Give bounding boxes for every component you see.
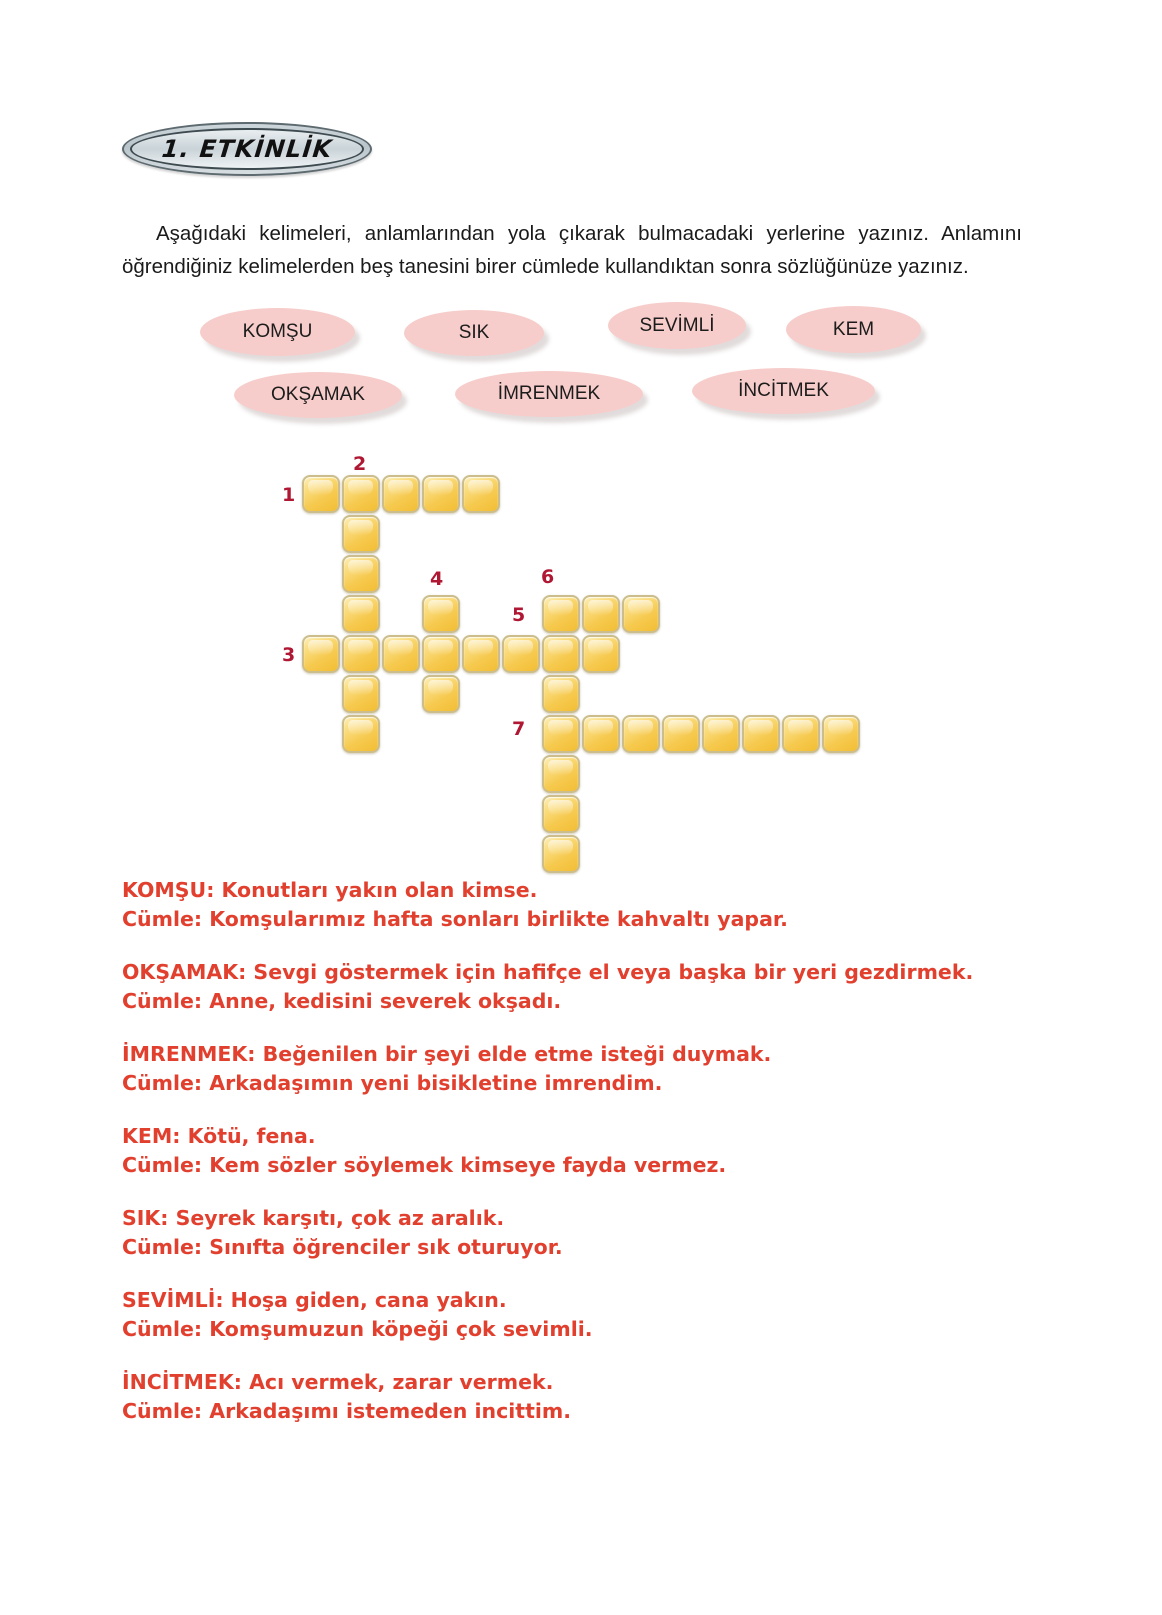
word-bubble-label: SIK bbox=[458, 322, 490, 343]
definition-list bbox=[122, 876, 1082, 1450]
crossword-cell[interactable] bbox=[542, 635, 580, 673]
crossword-clue-number: 5 bbox=[512, 604, 526, 626]
crossword-cell[interactable] bbox=[702, 715, 740, 753]
definition-block bbox=[122, 1204, 1082, 1262]
word-bubble[interactable] bbox=[692, 368, 875, 414]
definition-sentence-line: Cümle: Komşumuzun köpeği çok sevimli. bbox=[122, 1317, 593, 1341]
definition-word-line: İMRENMEK: Beğenilen bir şeyi elde etme isteği duymak. bbox=[122, 1042, 772, 1066]
crossword-cell[interactable] bbox=[542, 795, 580, 833]
crossword-cell[interactable] bbox=[622, 715, 660, 753]
word-bubble-label: OKŞAMAK bbox=[271, 384, 365, 405]
word-bubble-label: İMRENMEK bbox=[497, 383, 601, 404]
crossword-clue-number: 3 bbox=[282, 644, 296, 666]
word-bubble-label: KEM bbox=[832, 318, 875, 340]
crossword-cell[interactable] bbox=[302, 635, 340, 673]
crossword-cell[interactable] bbox=[342, 515, 380, 553]
definition-word-line: SEVİMLİ: Hoşa giden, cana yakın. bbox=[122, 1288, 507, 1312]
definition-word-line: İNCİTMEK: Acı vermek, zarar vermek. bbox=[122, 1370, 554, 1394]
activity-badge bbox=[122, 122, 372, 176]
definition-block bbox=[122, 1040, 1082, 1098]
definition-sentence-line: Cümle: Arkadaşımın yeni bisikletine imrendim. bbox=[122, 1071, 663, 1095]
crossword-cell[interactable] bbox=[542, 755, 580, 793]
instruction-text: Aşağıdaki kelimeleri, anlamlarından yola çıkarak bulmacadaki yerlerine yazınız. Anlamını öğrendiğiniz kelimelerden beş tanesini birer cümlede kullandıktan sonra sözlüğünüze yazınız. bbox=[122, 221, 1022, 278]
crossword-cell[interactable] bbox=[342, 675, 380, 713]
crossword-cell[interactable] bbox=[622, 595, 660, 633]
crossword-cell[interactable] bbox=[782, 715, 820, 753]
definition-sentence-line: Cümle: Komşularımız hafta sonları birlikte kahvaltı yapar. bbox=[122, 907, 788, 931]
definition-block bbox=[122, 958, 1082, 1016]
definition-block bbox=[122, 876, 1082, 934]
word-bubble[interactable] bbox=[234, 372, 402, 418]
crossword-cell[interactable] bbox=[342, 635, 380, 673]
crossword-cell[interactable] bbox=[742, 715, 780, 753]
word-bubble[interactable] bbox=[200, 308, 355, 356]
crossword-cell[interactable] bbox=[342, 595, 380, 633]
crossword-cell[interactable] bbox=[382, 635, 420, 673]
instruction-paragraph bbox=[122, 217, 1022, 283]
crossword-cell[interactable] bbox=[582, 595, 620, 633]
definition-word-line: SIK: Seyrek karşıtı, çok az aralık. bbox=[122, 1206, 505, 1230]
crossword-cell[interactable] bbox=[422, 675, 460, 713]
crossword-cell[interactable] bbox=[542, 595, 580, 633]
crossword-cell[interactable] bbox=[342, 715, 380, 753]
word-bubble-label: SEVİMLİ bbox=[639, 314, 715, 336]
crossword-clue-number: 2 bbox=[353, 453, 367, 475]
crossword-cell[interactable] bbox=[422, 475, 460, 513]
word-bubble[interactable] bbox=[404, 310, 544, 356]
crossword-clue-number: 7 bbox=[512, 718, 526, 740]
badge-inner-ring bbox=[130, 128, 364, 170]
definition-sentence-line: Cümle: Anne, kedisini severek okşadı. bbox=[122, 989, 562, 1013]
crossword-cell[interactable] bbox=[542, 715, 580, 753]
definition-block bbox=[122, 1286, 1082, 1344]
activity-badge-label: 1. ETKİNLİK bbox=[160, 135, 334, 163]
crossword-cell[interactable] bbox=[502, 635, 540, 673]
definition-block bbox=[122, 1122, 1082, 1180]
word-bubble[interactable] bbox=[455, 371, 643, 417]
crossword-cell[interactable] bbox=[822, 715, 860, 753]
word-bubble[interactable] bbox=[608, 302, 746, 349]
definition-sentence-line: Cümle: Kem sözler söylemek kimseye fayda vermez. bbox=[122, 1153, 727, 1177]
word-bubble-label: KOMŞU bbox=[242, 321, 313, 342]
definition-block bbox=[122, 1368, 1082, 1426]
crossword-cell[interactable] bbox=[542, 835, 580, 873]
crossword-cell[interactable] bbox=[662, 715, 700, 753]
crossword-cell[interactable] bbox=[302, 475, 340, 513]
crossword-cell[interactable] bbox=[342, 555, 380, 593]
definition-word-line: KOMŞU: Konutları yakın olan kimse. bbox=[122, 878, 538, 902]
definition-word-line: OKŞAMAK: Sevgi göstermek için hafifçe el veya başka bir yeri gezdirmek. bbox=[122, 960, 974, 984]
crossword-cell[interactable] bbox=[382, 475, 420, 513]
crossword-cell[interactable] bbox=[542, 675, 580, 713]
definition-sentence-line: Cümle: Sınıfta öğrenciler sık oturuyor. bbox=[122, 1235, 563, 1259]
crossword-clue-number: 1 bbox=[282, 484, 296, 506]
crossword-cell[interactable] bbox=[582, 715, 620, 753]
crossword-clue-number: 4 bbox=[430, 568, 444, 590]
word-bubble-label: İNCİTMEK bbox=[738, 380, 829, 401]
crossword-cell[interactable] bbox=[422, 635, 460, 673]
crossword-cell[interactable] bbox=[462, 635, 500, 673]
word-bubble[interactable] bbox=[786, 306, 921, 353]
crossword-cell[interactable] bbox=[582, 635, 620, 673]
crossword-cell[interactable] bbox=[422, 595, 460, 633]
crossword-clue-number: 6 bbox=[541, 566, 555, 588]
definition-word-line: KEM: Kötü, fena. bbox=[122, 1124, 316, 1148]
crossword-cell[interactable] bbox=[342, 475, 380, 513]
definition-sentence-line: Cümle: Arkadaşımı istemeden incittim. bbox=[122, 1399, 572, 1423]
crossword-cell[interactable] bbox=[462, 475, 500, 513]
